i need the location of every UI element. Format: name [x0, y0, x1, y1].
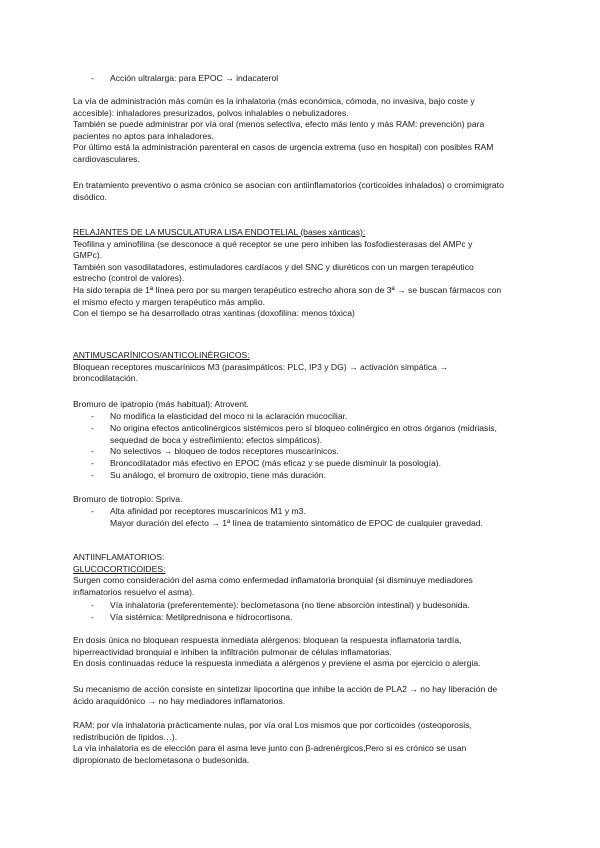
bullet-text: Acción ultralarga: para EPOC → indacaterol	[110, 73, 279, 83]
paragraph-mecanismo: Su mecanismo de acción consiste en sintetizar lipocortina que inhibe la acción de PLA2 → no hay liberación de ácido araquidónico → no hay mediadores inflamatorios.	[73, 684, 498, 706]
section-antiinflamatorios: ANTIINFLAMATORIOS: GLUCOCORTICOIDES: Surgen como consideración del asma como enfermedad inflamatoria bronquial (si disminuye mediadores inflamatorios resuelvo el asma).	[73, 552, 533, 598]
bullet-dash: -	[91, 73, 94, 83]
subsection-heading-glucocorticoides: GLUCOCORTICOIDES:	[73, 563, 166, 574]
section-heading-antimuscarinicos: ANTIMUSCARÍNICOS/ANTICOLINÉRGICOS:	[73, 350, 250, 360]
document-page: - Acción ultralarga: para EPOC → indacaterol La vía de administración más común es la inhalatoria (más económica, cómoda, no invasiva, bajo coste y accesible): inhaladores presurizados, polvos inhalables o nebulizadores. También se puede administrar por vía oral (menos selectiva, efecto más lento y más RAM: prevención) para pacientes no aptos para inhaladores. Por último está la administración parenteral en casos de urgencia extrema (uso en hospital) con posibles RAM cardiovasculares. En tratamiento preventivo o asma crónico se asocian con antiinflamatorios (corticoides inhalados) o cromimigrato disódico. RELAJANTES DE LA MUSCULATURA LISA ENDOTELIAL (bases xánticas): Teofilina y aminofilina (se desconoce a qué receptor se une pero inhiben las fosfodiesterasas del AMPc y GMPc). También son vasodilatadores, estimuladores cardíacos y del SNC y diuréticos con un margen terapéutico estrecho (control de valores). Ha sido terapia de 1ª línea pero por su margen terapéutico estrecho ahora son de 3ª → se buscan fármacos con el mismo efecto y margen terapéutico más amplio. Con el tiempo se ha desarrollado otras xantinas (doxofilina: menos tóxica) ANTIMUSCARÍNICOS/ANTICOLINÉRGICOS: Bloquean receptores muscarínicos M3 (parasimpáticos: PLC, IP3 y DG) → activación simpática → broncodilatación. Bromuro de ipatropio (más habitual): Atrovent. - No modifica la elasticidad del moco ni la aclaración mucociliar. - No origina efectos anticolinérgicos sistémicos pero sí bloqueo colinérgico en otros órganos (midriasis, sequedad de boca y estreñimiento: efectos simpáticos). - No selectivos → bloqueo de todos receptores muscarínicos. - Broncodilatador más efectivo en EPOC (más eficaz y se puede disminuir la posología). - Su análogo, el bromuro de oxitropio, tiene más duración. Bromuro de tiotropio: Spriva. - Alta afinidad por receptores muscarínicos M1 y m3. Mayor duración del efecto → 1ª línea de tratamiento sintomático de EPOC de cualquier gravedad. ANTIINFLAMATORIOS: GLUCOCORTICOIDES: Surgen como consideración del asma como enfermedad inflamatoria bronquial (si disminuye mediadores inflamatorios resuelvo el asma). - Vía inhalatoria (preferentemente): beclometasona (no tiene absorción intestinal) y budesonida. - Vía sistémica: Metilprednisona e hidrocortisona. En dosis única no bloquean respuesta inmediata alérgenos: bloquean la respuesta inflamatoria tardía, hiperreactividad bronquial e inhiben la infiltración pulmonar de células inflamatorias. En dosis continuadas reduce la respuesta inmediata a alérgenos y previene el asma por ejercicio o alergia. Su mecanismo de acción consiste en sintetizar lipocortina que inhibe la acción de PLA2 → no hay liberación de ácido araquidónico → no hay mediadores inflamatorios. RAM: por vía inhalatoria prácticamente nulas, por vía oral Los mismos que por corticoides (osteoporosis, redistribución de lípidos…). La vía inhalatoria es de elección para el asma leve junto con β-adrenérgicos,Pero si es crónico se usan dipropionato de beclometasona o budesonida.	[0, 0, 600, 848]
bromuro-tiotropio-heading: Bromuro de tiotropio: Spriva.	[73, 494, 183, 504]
section-antimuscarinicos: ANTIMUSCARÍNICOS/ANTICOLINÉRGICOS: Bloquean receptores muscarínicos M3 (parasimpáticos: PLC, IP3 y DG) → activación simpática → broncodilatación.	[73, 350, 533, 385]
paragraph-ram: RAM: por vía inhalatoria prácticamente nulas, por vía oral Los mismos que por corticoides (osteoporosis, redistribución de lípidos…). La vía inhalatoria es de elección para el asma leve junto con β-adrenérgicos,Pero si es crónico se usan dipropionato de beclometasona o budesonida.	[73, 720, 472, 765]
section-relajantes: RELAJANTES DE LA MUSCULATURA LISA ENDOTELIAL (bases xánticas): Teofilina y aminofilina (se desconoce a qué receptor se une pero inhiben las fosfodiesterasas del AMPc y GMPc). También son vasodilatadores, estimuladores cardíacos y del SNC y diuréticos con un margen terapéutico estrecho (control de valores). Ha sido terapia de 1ª línea pero por su margen terapéutico estrecho ahora son de 3ª → se buscan fármacos con el mismo efecto y margen terapéutico más amplio. Con el tiempo se ha desarrollado otras xantinas (doxofilina: menos tóxica)	[73, 227, 533, 320]
section-heading-antiinflamatorios: ANTIINFLAMATORIOS:	[73, 552, 165, 562]
paragraph-via-administracion: La vía de administración más común es la inhalatoria (más económica, cómoda, no invasiva, bajo coste y accesible): inhaladores presurizados, polvos inhalables o nebulizadores. También se puede administrar por vía oral (menos selectiva, efecto más lento y más RAM: prevención) para pacientes no aptos para inhaladores. Por último está la administración parenteral en casos de urgencia extrema (uso en hospital) con posibles RAM cardiovasculares.	[73, 96, 494, 164]
section-heading-relajantes: RELAJANTES DE LA MUSCULATURA LISA ENDOTELIAL (bases xánticas):	[73, 227, 366, 237]
paragraph-dosis: En dosis única no bloquean respuesta inmediata alérgenos: bloquean la respuesta inflamatoria tardía, hiperreactividad bronquial e inhiben la infiltración pulmonar de células inflamatorias. En dosis continuadas reduce la respuesta inmediata a alérgenos y previene el asma por ejercicio o alergia.	[73, 635, 481, 669]
paragraph-tratamiento-preventivo: En tratamiento preventivo o asma crónico se asocian con antiinflamatorios (corticoides inhalados) o cromimigrato disódico.	[73, 180, 504, 202]
bromuro-ipatropio-heading: Bromuro de ipatropio (más habitual): Atrovent.	[73, 399, 249, 409]
